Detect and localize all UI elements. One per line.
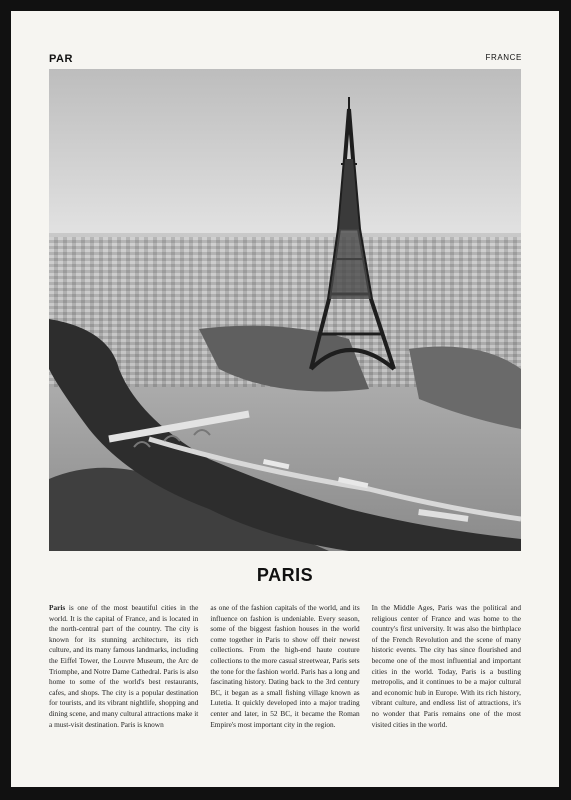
page-title: PARIS: [256, 565, 314, 585]
city-photo: [49, 69, 521, 551]
body-text: [49, 603, 521, 730]
paragraph-3: In the Middle Ages, Paris was the political and religious center of France and was home to the country's first university. It was also the birthplace of the French Revolution and the scene of many historic events. The city has since flourished and become one of the most influential and important cities in the world. Today, Paris is a bustling metropolis, and it continues to be a major cultural and economic hub in Europe. With its rich history, vibrant culture, and endless list of attractions, it's no wonder that Paris remains one of the most visited cities in the world.: [371, 603, 521, 729]
text-column-1: [49, 603, 198, 730]
city-code: PAR: [49, 53, 73, 65]
paragraph-2: as one of the fashion capitals of the world, and its influence on fashion is undeniable. Every season, some of the biggest fashion houses in the world come together in Paris to show off their newest collections. From the high-end haute couture collections to the more casual streetwear, Paris sets the tone for the fashion world. Paris has a long and fascinating history. Dating back to the 3rd century BC, it began as a small fishing village known as Lutetia. It quickly developed into a major trading center and later, in 52 BC, it became the Roman Empire's most important city in the region.: [210, 603, 360, 729]
lead-word: Paris: [49, 603, 66, 612]
eiffel-tower-photo: [49, 69, 521, 551]
paragraph-1: is one of the most beautiful cities in the world. It is the capital of France, and is located in the north-central part of the country. The city is known for its stunning architecture, its rich culture, and its many famous landmarks, including the Eiffel Tower, the Louvre Museum, the Arc de Triomphe, and Notre Dame Cathedral. Paris is also home to some of the world's best restaurants, cafes, and shops. The city is a popular destination for tourists, and its vibrant nightlife, shopping and dining scene, and many cultural attractions make it a must-visit destination. Paris is known: [49, 603, 199, 729]
text-column-2: [210, 603, 359, 730]
country-label: FRANCE: [485, 53, 522, 62]
poster: [11, 11, 559, 787]
text-column-3: [372, 603, 521, 730]
